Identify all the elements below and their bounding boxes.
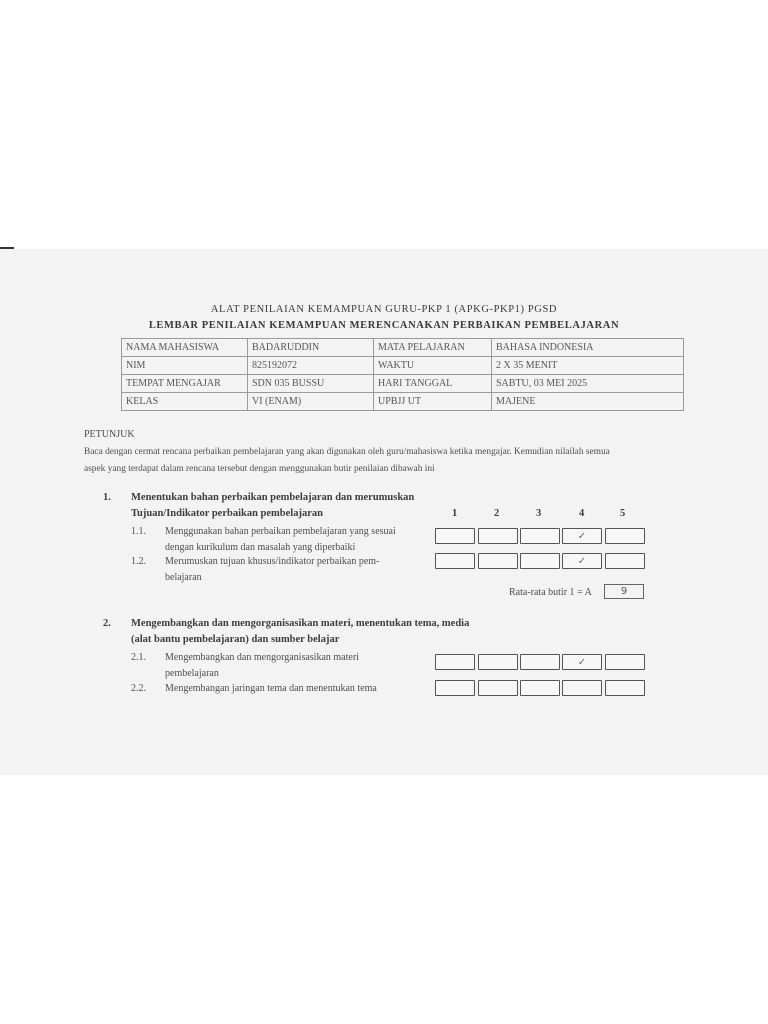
item-2-2-score-1-box[interactable] (435, 680, 475, 696)
item-2-1-score-4-box[interactable] (562, 654, 602, 670)
item-1-2-score-3-box[interactable] (520, 553, 560, 569)
table-cell: UPBJJ UT (374, 393, 492, 411)
table-row (122, 357, 684, 375)
item-2-1-score-3-box[interactable] (520, 654, 560, 670)
scale-label-2: 2 (494, 508, 500, 519)
section1-title-line1: Menentukan bahan perbaikan pembelajaran dan merumuskan (131, 492, 415, 503)
form-subtitle: LEMBAR PENILAIAN KEMAMPUAN MERENCANAKAN PERBAIKAN PEMBELAJARAN (148, 320, 620, 331)
item-1-1-score-4-box[interactable] (562, 528, 602, 544)
table-cell: SABTU, 03 MEI 2025 (492, 375, 684, 393)
petunjuk-heading: PETUNJUK (84, 429, 135, 440)
item-1-1-score-3-box[interactable] (520, 528, 560, 544)
item-1-2-score-1-box[interactable] (435, 553, 475, 569)
table-cell: SDN 035 BUSSU (248, 375, 374, 393)
check-icon: ✓ (577, 530, 587, 542)
average-value-box[interactable] (604, 584, 644, 599)
table-row (122, 393, 684, 411)
item-1-1-score-1-box[interactable] (435, 528, 475, 544)
item-2-1-number: 2.1. (131, 652, 146, 663)
item-2-2-score-3-box[interactable] (520, 680, 560, 696)
table-cell: WAKTU (374, 357, 492, 375)
item-2-1-score-2-box[interactable] (478, 654, 518, 670)
item-1-2-text-line2: belajaran (165, 572, 202, 583)
scale-label-1: 1 (452, 508, 458, 519)
check-icon: ✓ (577, 555, 587, 567)
item-2-2-score-2-box[interactable] (478, 680, 518, 696)
item-2-2-score-5-box[interactable] (605, 680, 645, 696)
item-2-1-text-line2: pembelajaran (165, 668, 219, 679)
item-1-1-text-line1: Menggunakan bahan perbaikan pembelajaran yang sesuai (165, 526, 396, 537)
table-cell: VI (ENAM) (248, 393, 374, 411)
item-1-1-score-2-box[interactable] (478, 528, 518, 544)
table-cell: BAHASA INDONESIA (492, 339, 684, 357)
table-cell: KELAS (122, 393, 248, 411)
item-2-2-number: 2.2. (131, 683, 146, 694)
item-1-2-number: 1.2. (131, 556, 146, 567)
table-row (122, 375, 684, 393)
average-value: 9 (620, 586, 628, 597)
item-1-2-score-5-box[interactable] (605, 553, 645, 569)
table-row (122, 339, 684, 357)
petunjuk-text-line2: aspek yang terdapat dalam rencana tersebut dengan menggunakan butir penilaian dibawah ini (84, 464, 435, 474)
table-cell: MATA PELAJARAN (374, 339, 492, 357)
item-2-2-score-4-box[interactable] (562, 680, 602, 696)
section2-title-line2: (alat bantu pembelajaran) dan sumber belajar (131, 634, 340, 645)
item-1-1-text-line2: dengan kurikulum dan masalah yang diperbaiki (165, 542, 356, 553)
average-label: Rata-rata butir 1 = A (509, 587, 592, 598)
table-cell: NIM (122, 357, 248, 375)
item-1-2-score-4-box[interactable] (562, 553, 602, 569)
item-1-2-text-line1: Merumuskan tujuan khusus/indikator perbaikan pem- (165, 556, 380, 567)
section2-number: 2. (103, 618, 111, 629)
check-icon: ✓ (577, 656, 587, 668)
section2-title-line1: Mengembangkan dan mengorganisasikan materi, menentukan tema, media (131, 618, 470, 629)
scale-label-3: 3 (536, 508, 542, 519)
table-cell: TEMPAT MENGAJAR (122, 375, 248, 393)
item-2-2-text-line1: Mengembangan jaringan tema dan menentukan tema (165, 683, 377, 694)
item-1-1-score-5-box[interactable] (605, 528, 645, 544)
form-title: ALAT PENILAIAN KEMAMPUAN GURU-PKP 1 (APKG-PKP1) PGSD (210, 304, 558, 315)
item-2-1-score-1-box[interactable] (435, 654, 475, 670)
scan-edge-mark (0, 247, 14, 249)
item-2-1-score-5-box[interactable] (605, 654, 645, 670)
table-cell: 2 X 35 MENIT (492, 357, 684, 375)
section1-title-line2: Tujuan/Indikator perbaikan pembelajaran (131, 508, 323, 519)
table-cell: MAJENE (492, 393, 684, 411)
table-cell: HARI TANGGAL (374, 375, 492, 393)
item-1-2-score-2-box[interactable] (478, 553, 518, 569)
section1-number: 1. (103, 492, 111, 503)
identity-table (121, 338, 684, 411)
scale-label-4: 4 (579, 508, 585, 519)
table-cell: 825192072 (248, 357, 374, 375)
petunjuk-text-line1: Baca dengan cermat rencana perbaikan pembelajaran yang akan digunakan oleh guru/mahasiswa ketika mengajar. Kemudian nilailah semua (84, 447, 610, 457)
item-1-1-number: 1.1. (131, 526, 146, 537)
table-cell: NAMA MAHASISWA (122, 339, 248, 357)
item-2-1-text-line1: Mengembangkan dan mengorganisasikan materi (165, 652, 359, 663)
scale-label-5: 5 (620, 508, 626, 519)
table-cell: BADARUDDIN (248, 339, 374, 357)
